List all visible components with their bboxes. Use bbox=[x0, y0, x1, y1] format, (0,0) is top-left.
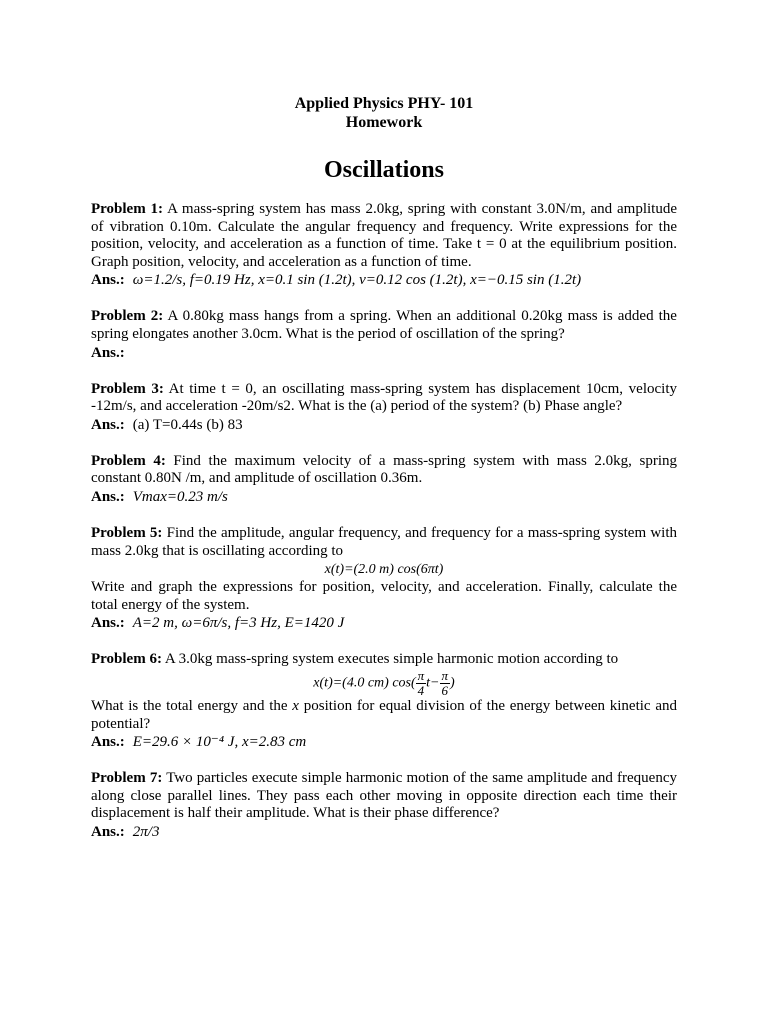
problem-label: Problem 2: bbox=[91, 308, 164, 325]
answer-value: Vmax=0.23 m/s bbox=[132, 488, 228, 505]
problem-4 bbox=[91, 453, 677, 507]
answer-label: Ans.: bbox=[91, 734, 125, 751]
fraction-pi-over-6 bbox=[440, 669, 451, 698]
problem-label: Problem 7: bbox=[91, 770, 163, 787]
problem-7 bbox=[91, 770, 677, 842]
page-title: Oscillations bbox=[323, 157, 444, 183]
answer-label: Ans.: bbox=[91, 615, 125, 632]
equation-post: ) bbox=[450, 675, 455, 691]
text-after-start: What is the total energy and the bbox=[91, 697, 293, 714]
fraction-denominator: 4 bbox=[417, 682, 425, 698]
answer-label: Ans.: bbox=[91, 272, 125, 289]
text-after-end: position for equal division of the energy between kinetic and potential? bbox=[91, 697, 677, 732]
homework-subtitle: Homework bbox=[345, 114, 423, 131]
problem-3-text bbox=[91, 381, 677, 416]
problem-5-text-after: Write and graph the expressions for position, velocity, and acceleration. Finally, calculate the total energy of the system. bbox=[91, 579, 677, 613]
answer-value: 2π/3 bbox=[132, 823, 160, 840]
answer-value: E=29.6 × 10⁻⁴ J, x=2.83 cm bbox=[132, 734, 307, 751]
problem-6-text-after bbox=[91, 698, 677, 733]
equation: x(t)=(2.0 m) cos(6πt) bbox=[324, 562, 444, 578]
problem-6 bbox=[91, 651, 677, 752]
answer-line bbox=[91, 733, 677, 752]
problem-label: Problem 4: bbox=[91, 452, 166, 469]
answer-value: ω=1.2/s, f=0.19 Hz, x=0.1 sin (1.2t), v=0.12 cos (1.2t), x=−0.15 sin (1.2t) bbox=[132, 272, 582, 289]
answer-label: Ans.: bbox=[91, 823, 125, 840]
fraction-pi-over-4 bbox=[416, 669, 427, 698]
equation-pre: x(t)=(4.0 cm) cos( bbox=[313, 675, 416, 691]
problem-5 bbox=[91, 525, 677, 633]
problem-5-text bbox=[91, 525, 677, 560]
answer-value: (a) T=0.44s (b) 83 bbox=[132, 416, 243, 433]
answer-line bbox=[91, 614, 677, 633]
problem-1 bbox=[91, 201, 677, 290]
answer-line bbox=[91, 488, 677, 507]
answer-line bbox=[91, 416, 677, 435]
problem-label: Problem 5: bbox=[91, 524, 163, 541]
problem-statement: A 0.80kg mass hangs from a spring. When an additional 0.20kg mass is added the spring elongates another 3.0cm. What is the period of oscillation of the spring? bbox=[91, 308, 677, 342]
course-title: Applied Physics PHY- 101 bbox=[294, 95, 474, 112]
problem-3 bbox=[91, 381, 677, 435]
equation-mid: t− bbox=[426, 675, 440, 691]
answer-line bbox=[91, 823, 677, 842]
variable-x: x bbox=[292, 697, 299, 714]
answer-label: Ans.: bbox=[91, 488, 125, 505]
equation bbox=[91, 669, 677, 698]
problem-2 bbox=[91, 308, 677, 362]
problem-statement: Find the amplitude, angular frequency, and frequency for a mass-spring system with mass 2.0kg that is oscillating according to bbox=[91, 524, 678, 559]
document-page bbox=[91, 94, 677, 860]
answer-line bbox=[91, 344, 677, 363]
problem-7-text bbox=[91, 770, 677, 823]
problem-2-text bbox=[91, 308, 677, 343]
problem-statement: A 3.0kg mass-spring system executes simple harmonic motion according to bbox=[161, 651, 619, 668]
problem-statement: A mass-spring system has mass 2.0kg, spring with constant 3.0N/m, and amplitude of vibration 0.10m. Calculate the angular frequency and frequency. Write expressions for the position, velocity, and acceleration as a function of time. Take t = 0 at the equilibrium position. Graph position, velocity, and acceleration as a function of time. bbox=[91, 201, 677, 270]
problem-1-text bbox=[91, 201, 677, 271]
problem-statement: Find the maximum velocity of a mass-spring system with mass 2.0kg, spring constant 0.80N /m, and amplitude of oscillation 0.36m. bbox=[91, 452, 677, 487]
answer-value: A=2 m, ω=6π/s, f=3 Hz, E=1420 J bbox=[132, 615, 345, 632]
problem-label: Problem 1: bbox=[91, 201, 164, 217]
fraction-numerator: π bbox=[417, 667, 425, 683]
answer-label: Ans.: bbox=[91, 344, 125, 361]
problem-statement: At time t = 0, an oscillating mass-spring system has displacement 10cm, velocity -12m/s, and acceleration -20m/s2. What is the (a) period of the system? (b) Phase angle? bbox=[91, 380, 677, 415]
problem-label: Problem 6: bbox=[91, 651, 162, 668]
answer-line bbox=[91, 271, 677, 290]
problem-statement: Two particles execute simple harmonic motion of the same amplitude and frequency along close parallel lines. They pass each other moving in opposite direction each time their displacement is half their amplitude. What is their phase difference? bbox=[91, 770, 677, 822]
problem-6-text bbox=[91, 651, 677, 669]
problem-label: Problem 3: bbox=[91, 380, 164, 397]
answer-label: Ans.: bbox=[91, 416, 125, 433]
fraction-numerator: π bbox=[441, 667, 449, 683]
fraction-denominator: 6 bbox=[441, 682, 449, 698]
problem-4-text bbox=[91, 453, 677, 488]
